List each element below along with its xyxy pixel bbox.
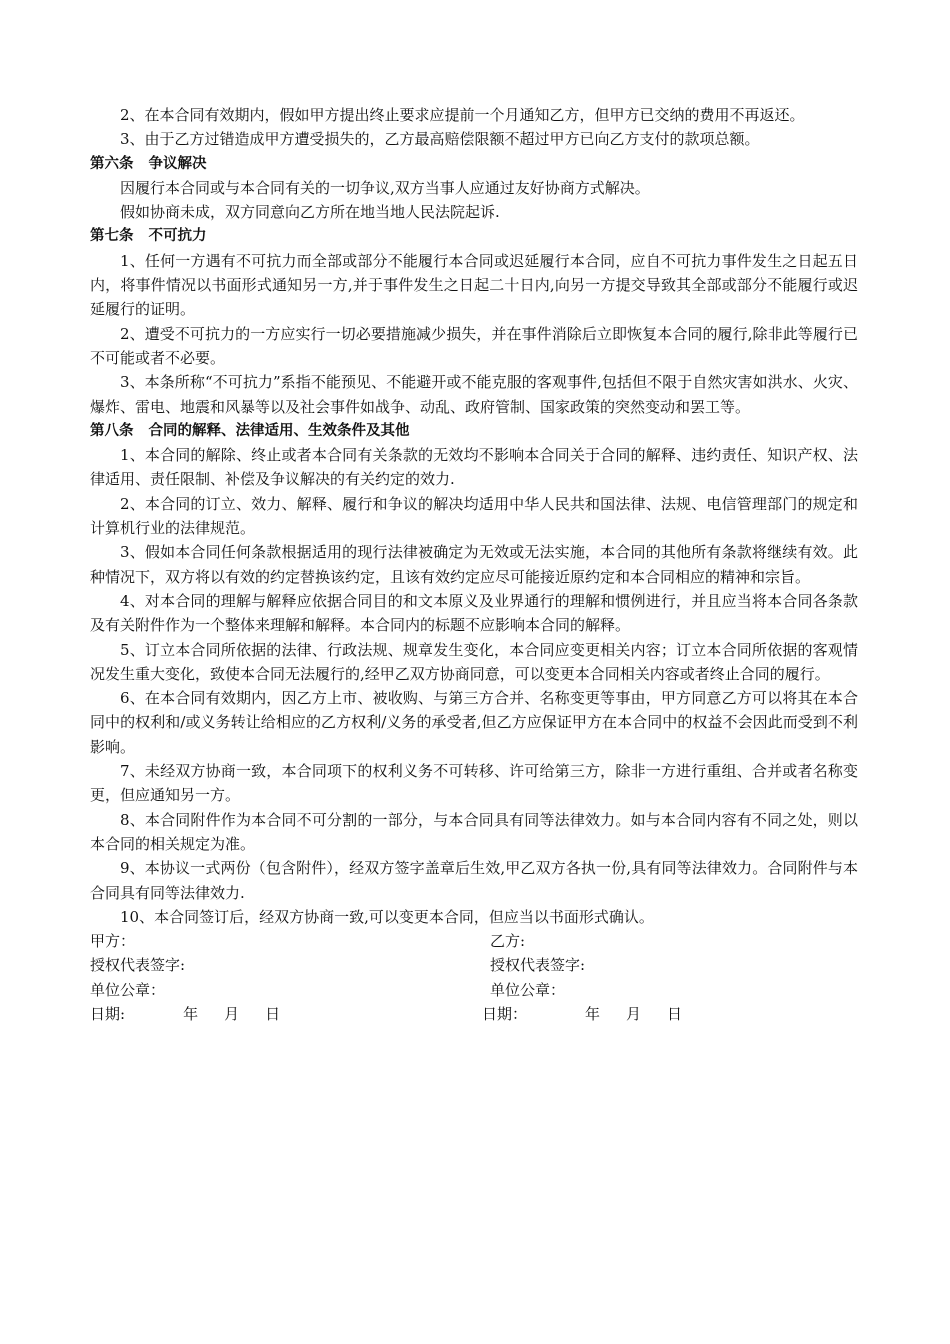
contract-page: [90, 103, 858, 1026]
party-a-month: 月: [224, 1004, 240, 1023]
party-a-day: 日: [265, 1004, 281, 1023]
clause-5-3: 3、由于乙方过错造成甲方遭受损失的，乙方最高赔偿限额不超过甲方已向乙方支付的款项总额。: [120, 130, 760, 149]
clause-8-1: 1、本合同的解除、终止或者本合同有关条款的无效均不影响本合同关于合同的解释、违约责任、知识产权、法律适用、责任限制、补偿及争议解决的有关约定的效力.: [90, 446, 858, 489]
party-a-label: 甲方：: [90, 932, 136, 951]
clause-6-1: 因履行本合同或与本合同有关的一切争议,双方当事人应通过友好协商方式解决。: [120, 178, 650, 197]
section-6-title: 争议解决: [148, 155, 207, 172]
party-a-rep-label: 授权代表签字:: [90, 956, 186, 975]
clause-8-10: 10、本合同签订后，经双方协商一致,可以变更本合同，但应当以书面形式确认。: [120, 907, 654, 926]
party-b-month: 月: [626, 1004, 642, 1023]
clause-8-7: 7、未经双方协商一致，本合同项下的权利义务不可转移、许可给第三方，除非一方进行重组、合并或者名称变更，但应通知另一方。: [90, 762, 858, 805]
party-a-seal-label: 单位公章：: [90, 980, 166, 999]
party-a-year: 年: [183, 1004, 199, 1023]
party-b-year: 年: [585, 1004, 601, 1023]
clause-8-8: 8、本合同附件作为本合同不可分割的一部分，与本合同具有同等法律效力。如与本合同内容有不同之处，则以本合同的相关规定为准。: [90, 810, 858, 853]
party-b-date: [482, 1002, 858, 1026]
party-a-date: [90, 1002, 490, 1026]
clause-7-1: 1、任何一方遇有不可抗力而全部或部分不能履行本合同或迟延履行本合同，应自不可抗力事件发生之日起五日内，将事件情况以书面形式通知另一方,并于事件发生之日起二十日内,向另一方提交导致其全部或部分不能履行或迟延履行的证明。: [90, 251, 858, 319]
clause-8-6: 6、在本合同有效期内，因乙方上市、被收购、与第三方合并、名称变更等事由，甲方同意乙方可以将其在本合同中的权利和/或义务转让给相应的乙方权利/义务的承受者,但乙方应保证甲方在本合同中的权益不会因此而受到不利影响。: [90, 689, 858, 756]
clause-8-9: 9、本协议一式两份（包含附件），经双方签字盖章后生效,甲乙双方各执一份,具有同等法律效力。合同附件与本合同具有同等法律效力.: [90, 859, 858, 902]
section-6-heading: [90, 152, 858, 176]
party-b-seal-label: 单位公章：: [490, 980, 566, 999]
section-8-number: 第八条: [90, 422, 134, 439]
section-7-heading: [90, 224, 858, 248]
clause-7-2: 2、遭受不可抗力的一方应实行一切必要措施减少损失，并在事件消除后立即恢复本合同的履行,除非此等履行已不可能或者不必要。: [90, 324, 858, 367]
section-6-number: 第六条: [90, 155, 134, 172]
section-8-heading: [90, 419, 858, 443]
clause-7-3: 3、本条所称“不可抗力”系指不能预见、不能避开或不能克服的客观事件,包括但不限于自然灾害如洪水、火灾、爆炸、雷电、地震和风暴等以及社会事件如战争、动乱、政府管制、国家政策的突然变动和罢工等。: [90, 373, 858, 416]
section-7-title: 不可抗力: [148, 228, 207, 245]
signature-party-row: [90, 929, 858, 953]
clause-8-2: 2、本合同的订立、效力、解释、履行和争议的解决均适用中华人民共和国法律、法规、电信管理部门的规定和计算机行业的法律规范。: [90, 494, 858, 538]
party-b-date-label: 日期：: [482, 1004, 528, 1023]
signature-rep-row: [90, 953, 858, 977]
clause-8-4: 4、对本合同的理解与解释应依据合同目的和文本原义及业界通行的理解和惯例进行，并且应当将本合同各条款及有关附件作为一个整体来理解和解释。本合同内的标题不应影响本合同的解释。: [90, 591, 858, 635]
party-a-date-label: 日期:: [90, 1004, 126, 1023]
section-7-number: 第七条: [90, 228, 134, 245]
party-b-day: 日: [667, 1004, 683, 1023]
clause-6-2: 假如协商未成，双方同意向乙方所在地当地人民法院起诉.: [120, 203, 500, 222]
signature-seal-row: [90, 978, 858, 1002]
signature-block: [90, 929, 858, 1026]
clause-8-3: 3、假如本合同任何条款根据适用的现行法律被确定为无效或无法实施，本合同的其他所有条款将继续有效。此种情况下，双方将以有效的约定替换该约定，且该有效约定应尽可能接近原约定和本合同相应的精神和宗旨。: [90, 543, 858, 586]
clause-8-5: 5、订立本合同所依据的法律、行政法规、规章发生变化，本合同应变更相关内容；订立本合同所依据的客观情况发生重大变化，致使本合同无法履行的,经甲乙双方协商同意，可以变更本合同相关内容或者终止合同的履行。: [90, 640, 858, 683]
clause-5-2: 2、在本合同有效期内，假如甲方提出终止要求应提前一个月通知乙方，但甲方已交纳的费用不再返还。: [120, 106, 805, 124]
party-b-label: 乙方:: [490, 932, 526, 951]
party-b-rep-label: 授权代表签字:: [490, 956, 586, 975]
signature-date-row: [90, 1002, 858, 1026]
section-8-title: 合同的解释、法律适用、生效条件及其他: [148, 422, 410, 439]
